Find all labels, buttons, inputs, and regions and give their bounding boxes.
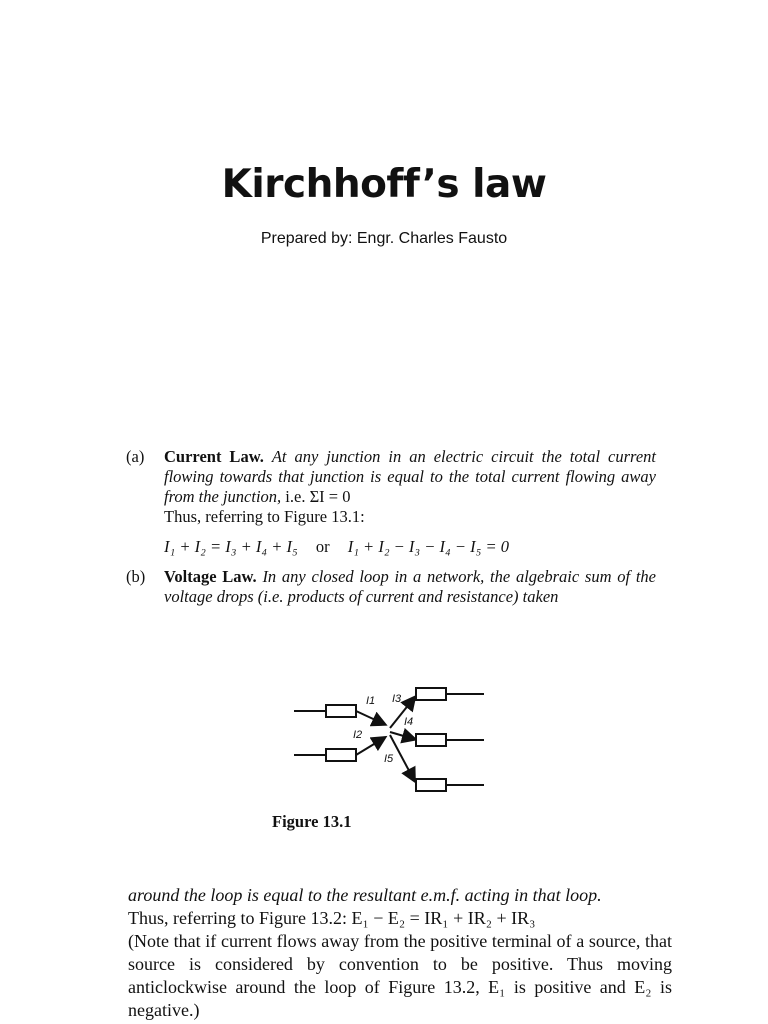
resistor-in-1 xyxy=(326,705,356,717)
figure-caption: Figure 13.1 xyxy=(272,812,352,831)
label-i3: I3 xyxy=(392,693,402,705)
arrow-i4 xyxy=(390,732,414,739)
equation-or: or xyxy=(315,537,330,556)
current-law-marker: (a) xyxy=(126,447,145,466)
equation-right: I₁ + I₂ − I₃ − I₄ − I₅ = 0 xyxy=(347,537,510,556)
author-byline: Prepared by: Engr. Charles Fausto xyxy=(260,230,508,247)
continuation-line-2: Thus, referring to Figure 13.2: E₁ − E₂ = IR₁ + IR₂ + IR₃ xyxy=(128,908,536,928)
voltage-law-statement: In any closed loop in a network, the algebraic sum of the voltage drops (i.e. products of current and resistance) taken xyxy=(164,567,656,606)
current-law-equation xyxy=(164,537,509,557)
voltage-law-heading: Voltage Law. xyxy=(164,567,257,586)
resistor-out-3 xyxy=(416,688,446,700)
equation-left: I₁ + I₂ = I₃ + I₄ + I₅ xyxy=(164,537,298,556)
current-law-section xyxy=(126,447,656,527)
label-i5: I5 xyxy=(384,753,394,765)
page-title: Kirchhoff’s law xyxy=(221,162,547,207)
label-i2: I2 xyxy=(353,729,363,741)
continuation-line-1: around the loop is equal to the resultant e.m.f. acting in that loop. xyxy=(128,885,602,905)
current-law-heading: Current Law. xyxy=(164,447,264,466)
arrow-i5 xyxy=(390,735,414,780)
junction-diagram xyxy=(286,680,496,800)
label-i1: I1 xyxy=(366,695,376,707)
continuation-text xyxy=(128,884,672,1022)
label-i4: I4 xyxy=(404,716,414,728)
resistor-out-5 xyxy=(416,779,446,791)
current-law-ie: i.e. ΣI = 0 xyxy=(285,487,351,506)
resistor-out-4 xyxy=(416,734,446,746)
current-law-referral: Thus, referring to Figure 13.1: xyxy=(164,507,365,526)
voltage-law-section xyxy=(126,567,656,607)
continuation-note: (Note that if current flows away from the positive terminal of a source, that source is considered by convention to be positive. Thus moving anticlockwise around the loop of Figure 13.2, E₁ is positive and E₂ is negative.) xyxy=(128,931,672,1020)
current-law-statement: At any junction in an electric circuit the total current flowing towards that junction is equal to the total current flowing away from the junction, xyxy=(164,447,656,506)
voltage-law-marker: (b) xyxy=(126,567,146,586)
resistor-in-2 xyxy=(326,749,356,761)
arrow-i1 xyxy=(356,711,384,724)
